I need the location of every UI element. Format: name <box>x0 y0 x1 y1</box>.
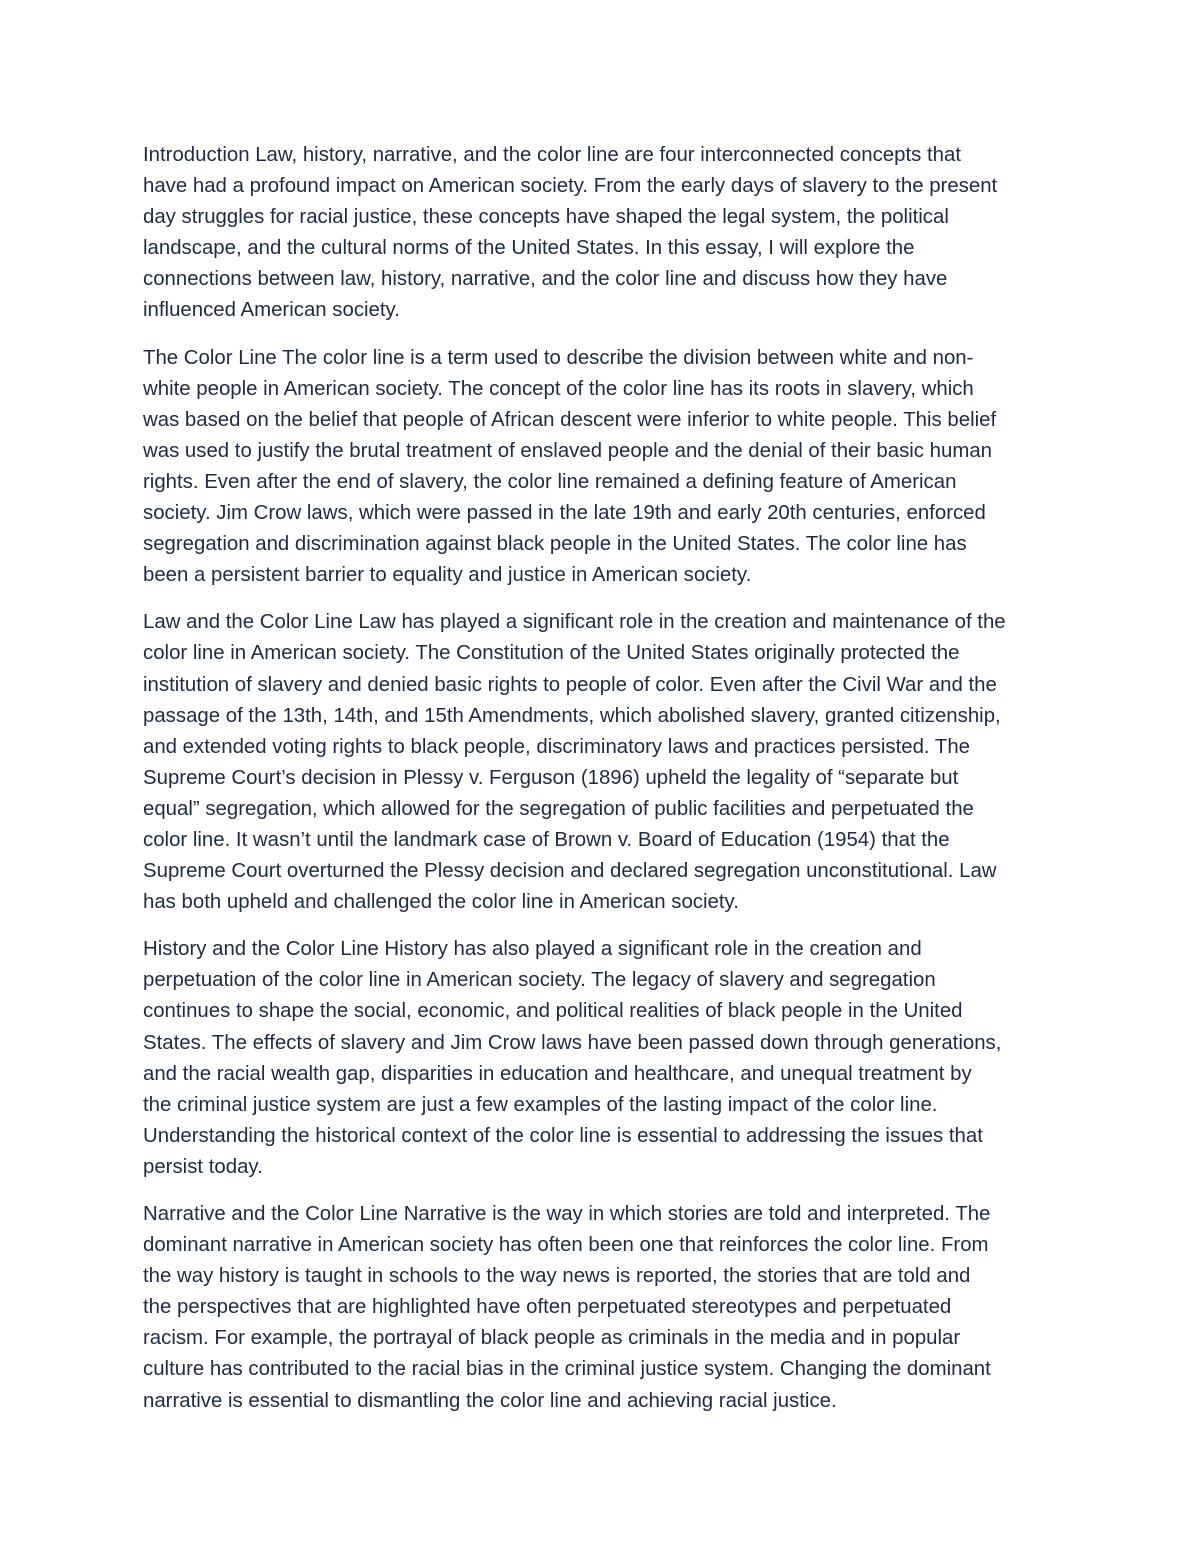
text-line: The Color Line The color line is a term used to describe the division between white and non- <box>143 346 974 369</box>
text-line: Supreme Court’s decision in Plessy v. Ferguson (1896) upheld the legality of “separate but <box>143 766 959 789</box>
text-line: connections between law, history, narrative, and the color line and discuss how they have <box>143 268 948 291</box>
text-line: passage of the 13th, 14th, and 15th Amendments, which abolished slavery, granted citizenship, <box>143 704 1001 727</box>
text-line: Law and the Color Line Law has played a significant role in the creation and maintenance of the <box>143 611 1006 634</box>
text-line: dominant narrative in American society has often been one that reinforces the color line. From <box>143 1234 989 1257</box>
text-line: History and the Color Line History has also played a significant role in the creation and <box>143 938 922 961</box>
text-line: has both upheld and challenged the color line in American society. <box>143 891 739 914</box>
text-line: day struggles for racial justice, these concepts have shaped the legal system, the political <box>143 206 949 229</box>
text-line: the way history is taught in schools to the way news is reported, the stories that are told and <box>143 1265 971 1288</box>
text-line: was based on the belief that people of African descent were inferior to white people. This belief <box>143 408 997 431</box>
paragraph-law <box>143 607 1063 918</box>
text-line: perpetuation of the color line in American society. The legacy of slavery and segregation <box>143 969 936 992</box>
text-line: society. Jim Crow laws, which were passed in the late 19th and early 20th centuries, enforced <box>143 502 986 525</box>
text-line: have had a profound impact on American society. From the early days of slavery to the present <box>143 175 998 198</box>
text-line: Introduction Law, history, narrative, and the color line are four interconnected concepts that <box>143 144 961 166</box>
text-line: Narrative and the Color Line Narrative is the way in which stories are told and interpreted. The <box>143 1203 991 1225</box>
text-line: the perspectives that are highlighted have often perpetuated stereotypes and perpetuated <box>143 1296 952 1319</box>
text-line: racism. For example, the portrayal of black people as criminals in the media and in popular <box>143 1327 961 1350</box>
text-line: culture has contributed to the racial bias in the criminal justice system. Changing the dominant <box>143 1358 991 1381</box>
document-body <box>143 140 1063 1433</box>
paragraph-introduction <box>143 140 1063 327</box>
paragraph-history <box>143 934 1063 1183</box>
text-line: equal” segregation, which allowed for the segregation of public facilities and perpetuated the <box>143 797 974 820</box>
paragraph-narrative <box>143 1199 1063 1417</box>
text-line: was used to justify the brutal treatment of enslaved people and the denial of their basic human <box>143 439 992 462</box>
text-line: color line in American society. The Constitution of the United States originally protected the <box>143 642 960 665</box>
text-line: institution of slavery and denied basic rights to people of color. Even after the Civil War and the <box>143 673 997 696</box>
text-line: persist today. <box>143 1155 263 1178</box>
text-line: segregation and discrimination against black people in the United States. The color line has <box>143 533 967 556</box>
text-line: rights. Even after the end of slavery, the color line remained a defining feature of American <box>143 470 957 493</box>
text-line: States. The effects of slavery and Jim Crow laws have been passed down through generations, <box>143 1031 1002 1054</box>
text-line: influenced American society. <box>143 299 400 322</box>
text-line: narrative is essential to dismantling the color line and achieving racial justice. <box>143 1389 837 1412</box>
text-line: landscape, and the cultural norms of the United States. In this essay, I will explore the <box>143 237 915 260</box>
text-line: been a persistent barrier to equality and justice in American society. <box>143 564 752 587</box>
text-line: white people in American society. The concept of the color line has its roots in slavery, which <box>143 377 974 400</box>
text-line: continues to shape the social, economic, and political realities of black people in the United <box>143 1000 963 1023</box>
text-line: Understanding the historical context of the color line is essential to addressing the issues that <box>143 1124 983 1147</box>
text-line: and extended voting rights to black people, discriminatory laws and practices persisted. The <box>143 735 971 758</box>
text-line: and the racial wealth gap, disparities in education and healthcare, and unequal treatment by <box>143 1062 972 1085</box>
text-line: color line. It wasn’t until the landmark case of Brown v. Board of Education (1954) that the <box>143 828 950 851</box>
text-line: Supreme Court overturned the Plessy decision and declared segregation unconstitutional. Law <box>143 860 997 883</box>
paragraph-color-line <box>143 343 1063 592</box>
text-line: the criminal justice system are just a few examples of the lasting impact of the color line. <box>143 1093 938 1116</box>
